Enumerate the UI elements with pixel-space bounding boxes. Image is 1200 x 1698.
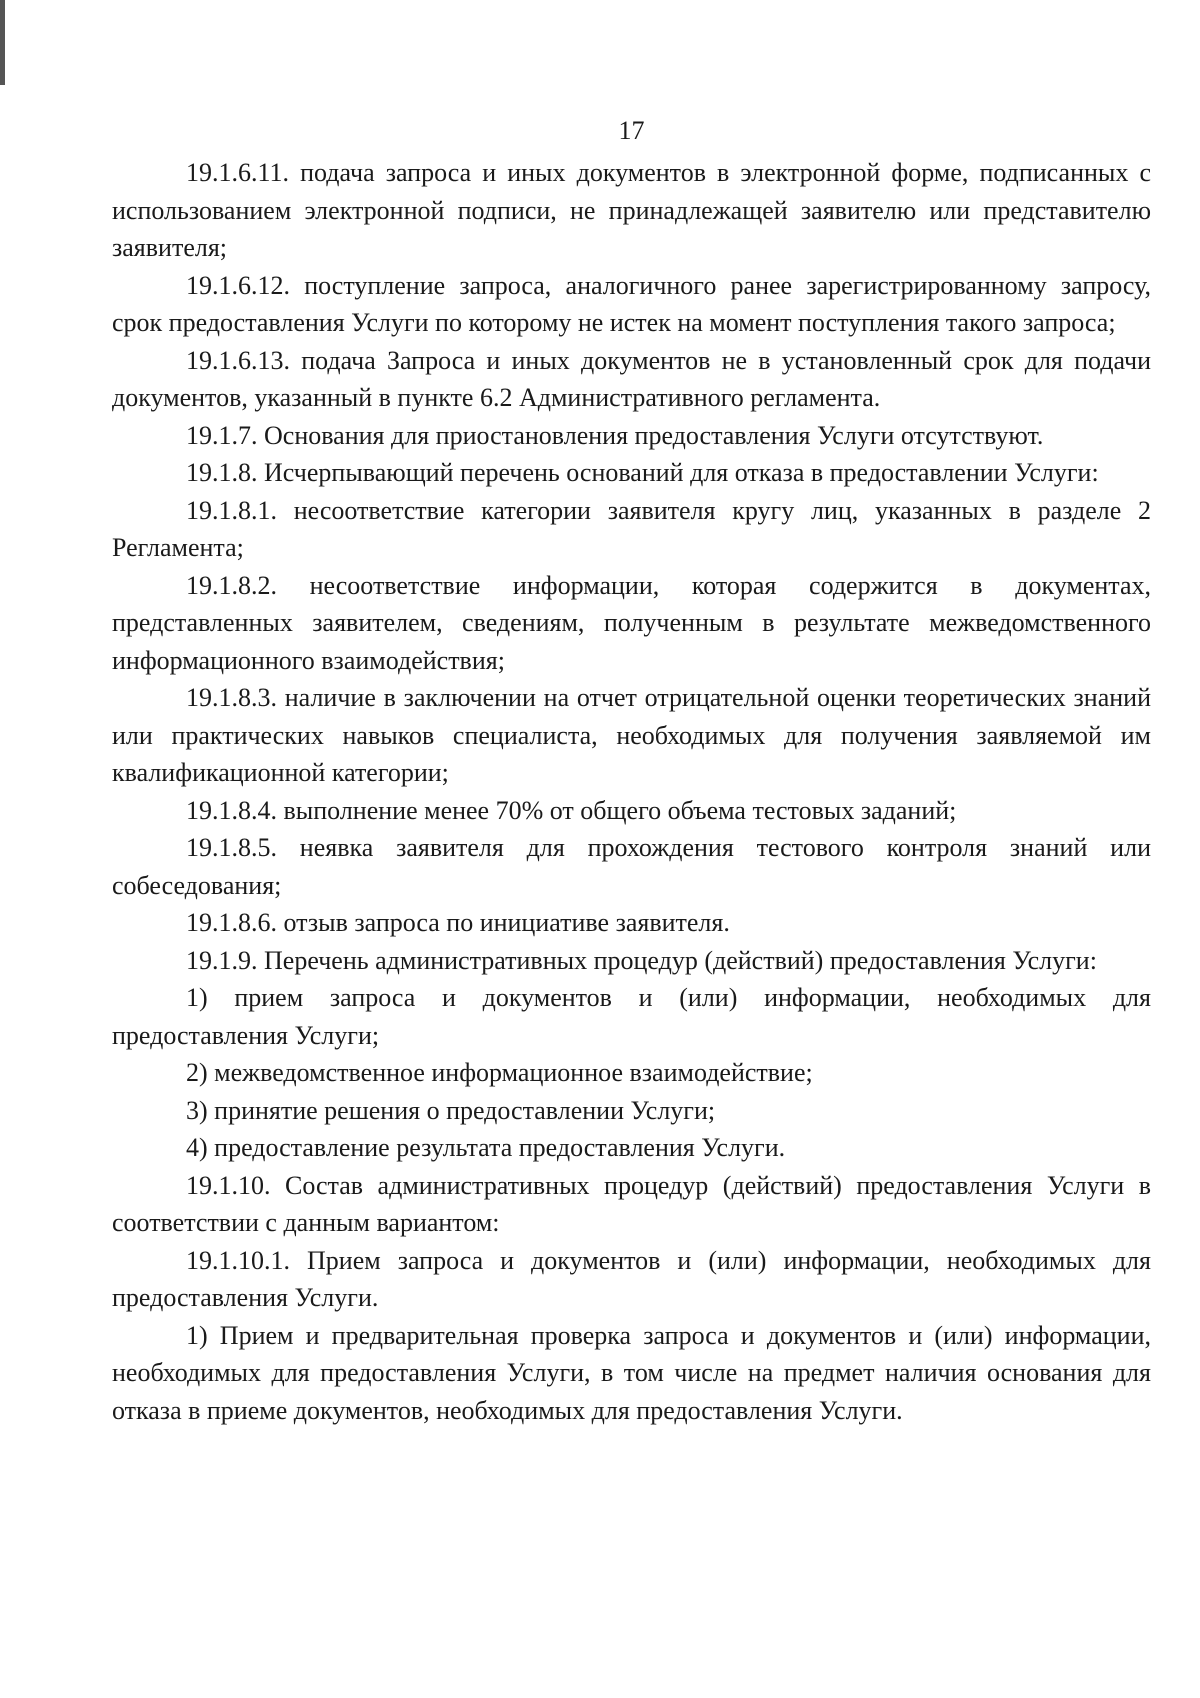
scan-edge-mark xyxy=(0,0,5,85)
paragraph-19-1-8-4: 19.1.8.4. выполнение менее 70% от общего объема тестовых заданий; xyxy=(186,795,957,825)
paragraph-19-1-8-1: 19.1.8.1. несоответствие категории заявителя кругу лиц, указанных в разделе 2 Регламента; xyxy=(112,495,1151,562)
document-body xyxy=(112,154,1151,1429)
paragraph-19-1-8-5: 19.1.8.5. неявка заявителя для прохождения тестового контроля знаний или собеседования; xyxy=(112,833,1151,900)
paragraph-19-1-10-1: 19.1.10.1. Прием запроса и документов и (или) информации, необходимых для предоставления Услуги. xyxy=(112,1245,1151,1312)
list-item-3: 3) принятие решения о предоставлении Услуги; xyxy=(186,1095,716,1125)
paragraph-19-1-6-13: 19.1.6.13. подача Запроса и иных документов не в установленный срок для подачи документов, указанный в пункте 6.2 Административного регламента. xyxy=(112,345,1151,412)
page-number: 17 xyxy=(618,116,645,145)
list-item-4: 4) предоставление результата предоставления Услуги. xyxy=(186,1133,786,1162)
paragraph-19-1-6-12: 19.1.6.12. поступление запроса, аналогичного ранее зарегистрированному запросу, срок предоставления Услуги по которому не истек на момент поступления такого запроса; xyxy=(112,270,1151,337)
list-item-1: 1) прием запроса и документов и (или) информации, необходимых для предоставления Услуги; xyxy=(112,983,1151,1050)
paragraph-19-1-10: 19.1.10. Состав административных процедур (действий) предоставления Услуги в соответствии с данным вариантом: xyxy=(112,1170,1151,1237)
paragraph-19-1-8-2: 19.1.8.2. несоответствие информации, которая содержится в документах, представленных заявителем, сведениям, полученным в результате межведомственного информационного взаимодействия; xyxy=(112,570,1151,675)
paragraph-19-1-7: 19.1.7. Основания для приостановления предоставления Услуги отсутствуют. xyxy=(186,420,1044,450)
paragraph-19-1-9: 19.1.9. Перечень административных процедур (действий) предоставления Услуги: xyxy=(186,945,1097,975)
paragraph-19-1-8-6: 19.1.8.6. отзыв запроса по инициативе заявителя. xyxy=(186,908,730,937)
paragraph-procedure-1: 1) Прием и предварительная проверка запроса и документов и (или) информации, необходимых для предоставления Услуги, в том числе на предмет наличия основания для отказа в приеме документов, необходимых для предоставления Услуги. xyxy=(112,1320,1151,1425)
list-item-2: 2) межведомственное информационное взаимодействие; xyxy=(186,1058,813,1087)
paragraph-19-1-6-11: 19.1.6.11. подача запроса и иных документов в электронной форме, подписанных с использованием электронной подписи, не принадлежащей заявителю или представителю заявителя; xyxy=(112,158,1151,262)
paragraph-19-1-8: 19.1.8. Исчерпывающий перечень оснований для отказа в предоставлении Услуги: xyxy=(186,458,1099,487)
paragraph-19-1-8-3: 19.1.8.3. наличие в заключении на отчет отрицательной оценки теоретических знаний или практических навыков специалиста, необходимых для получения заявляемой им квалификационной категории; xyxy=(112,683,1151,787)
